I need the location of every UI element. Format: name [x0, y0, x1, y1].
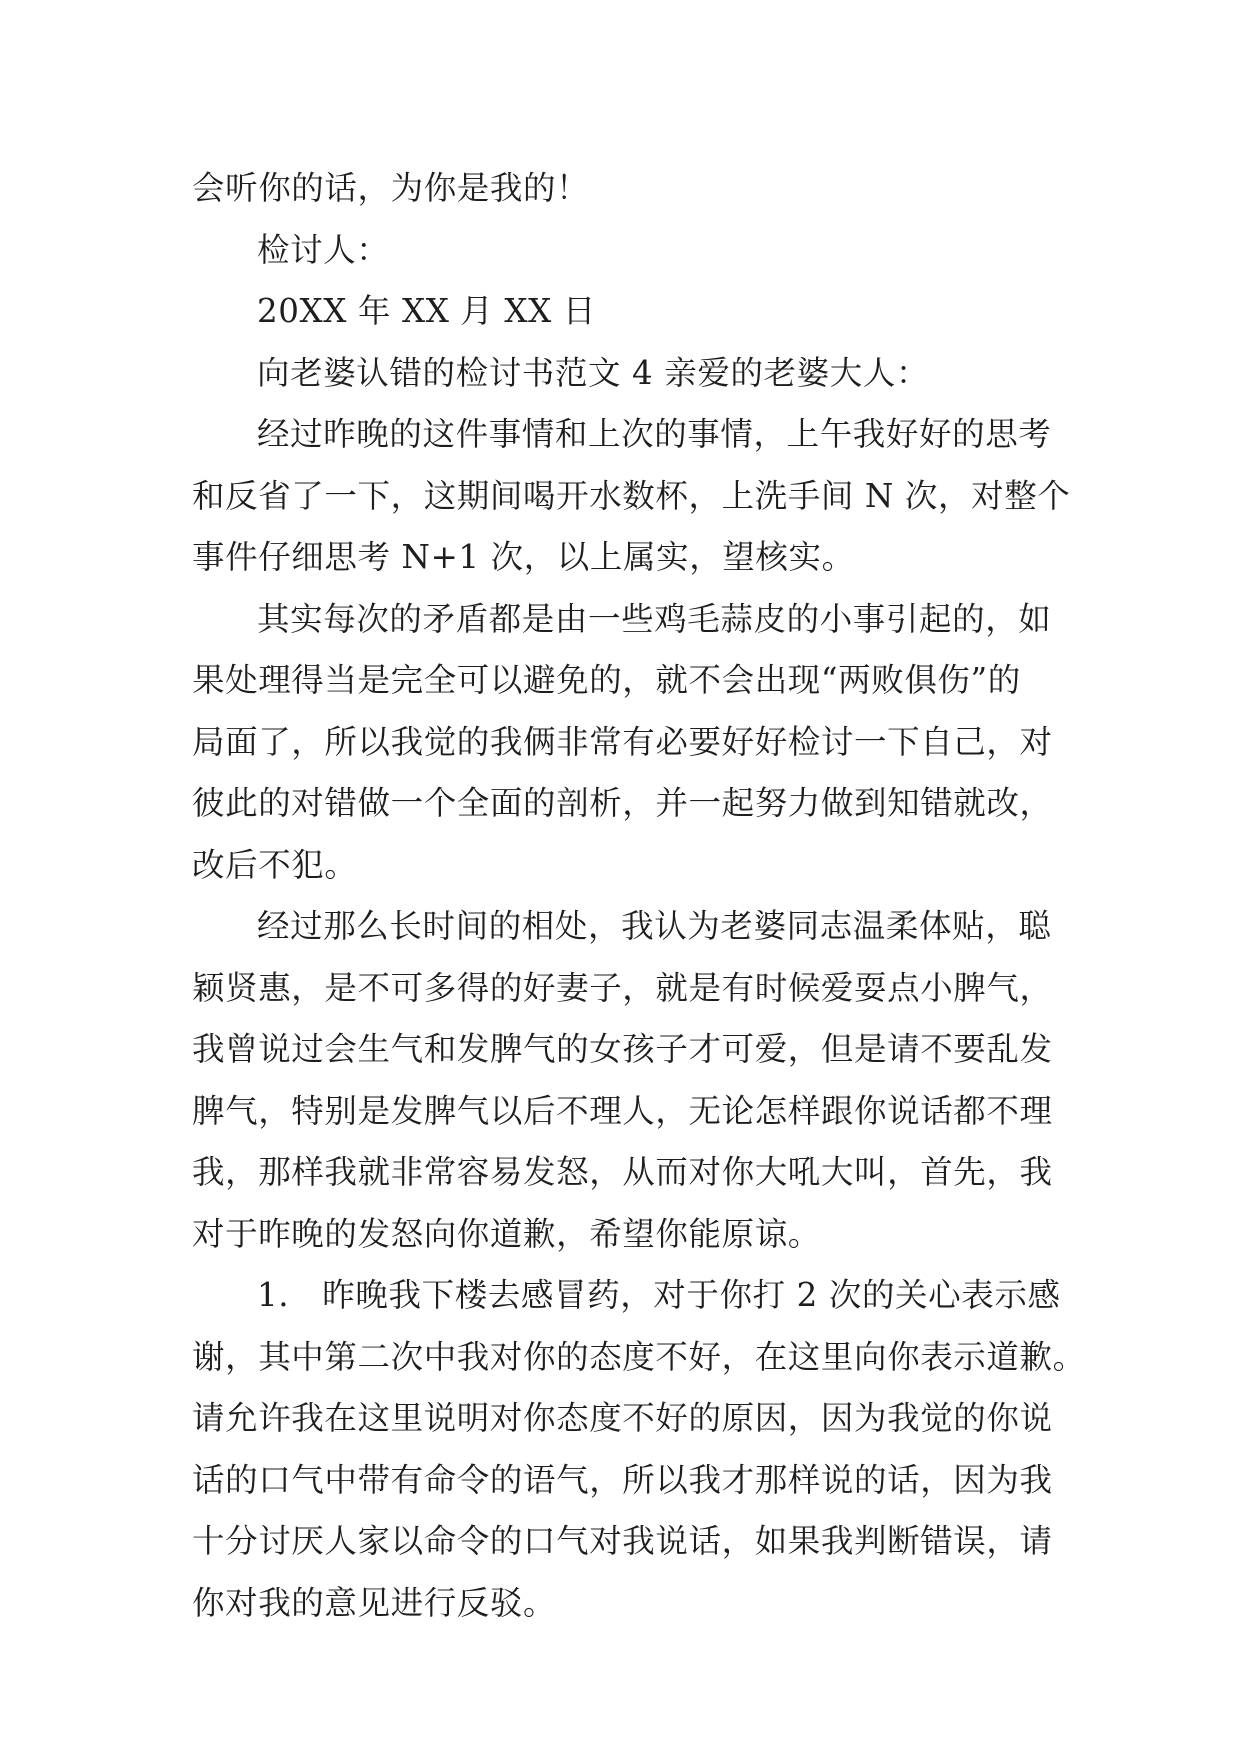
text-line: 请允许我在这里说明对你态度不好的原因，因为我觉的你说	[192, 1399, 1053, 1437]
text-line: 十分讨厌人家以命令的口气对我说话，如果我判断错误，请	[192, 1522, 1053, 1560]
text-line: 经过昨晚的这件事情和上次的事情，上午我好好的思考	[257, 415, 1052, 453]
text-line: 对于昨晚的发怒向你道歉，希望你能原谅。	[192, 1214, 821, 1253]
text-line: 经过那么长时间的相处，我认为老婆同志温柔体贴，聪	[257, 907, 1052, 945]
text-line: 局面了，所以我觉的我俩非常有必要好好检讨一下自己，对	[192, 722, 1053, 761]
text-line: 颖贤惠，是不可多得的好妻子，就是有时候爱耍点小脾气，	[192, 968, 1053, 1007]
document-body	[192, 158, 1086, 1634]
text-line: 会听你的话，为你是我的！	[192, 169, 590, 207]
text-line: 你对我的意见进行反驳。	[192, 1583, 557, 1622]
text-line: 我，那样我就非常容易发怒，从而对你大吼大叫，首先，我	[192, 1153, 1053, 1191]
text-line: 改后不犯。	[192, 845, 358, 884]
text-line: 1. 昨晚我下楼去感冒药，对于你打 2 次的关心表示感	[257, 1276, 1061, 1314]
text-line: 事件仔细思考 N+1 次，以上属实，望核实。	[192, 538, 855, 576]
text-line: 脾气，特别是发脾气以后不理人，无论怎样跟你说话都不理	[192, 1091, 1053, 1130]
text-line: 向老婆认错的检讨书范文 4 亲爱的老婆大人：	[257, 353, 930, 392]
text-line: 果处理得当是完全可以避免的，就不会出现“两败俱伤”的	[192, 661, 1021, 699]
text-line: 和反省了一下，这期间喝开水数杯，上洗手间 N 次，对整个	[192, 476, 1071, 515]
text-line: 我曾说过会生气和发脾气的女孩子才可爱，但是请不要乱发	[192, 1030, 1053, 1068]
text-line: 其实每次的矛盾都是由一些鸡毛蒜皮的小事引起的，如	[257, 599, 1052, 638]
text-line: 谢，其中第二次中我对你的态度不好，在这里向你表示道歉。	[192, 1337, 1086, 1376]
text-line: 检讨人：	[257, 230, 390, 269]
text-line: 彼此的对错做一个全面的剖析，并一起努力做到知错就改，	[192, 784, 1053, 822]
text-line: 20XX 年 XX 月 XX 日	[257, 292, 596, 330]
text-line: 话的口气中带有命令的语气，所以我才那样说的话，因为我	[192, 1460, 1053, 1499]
